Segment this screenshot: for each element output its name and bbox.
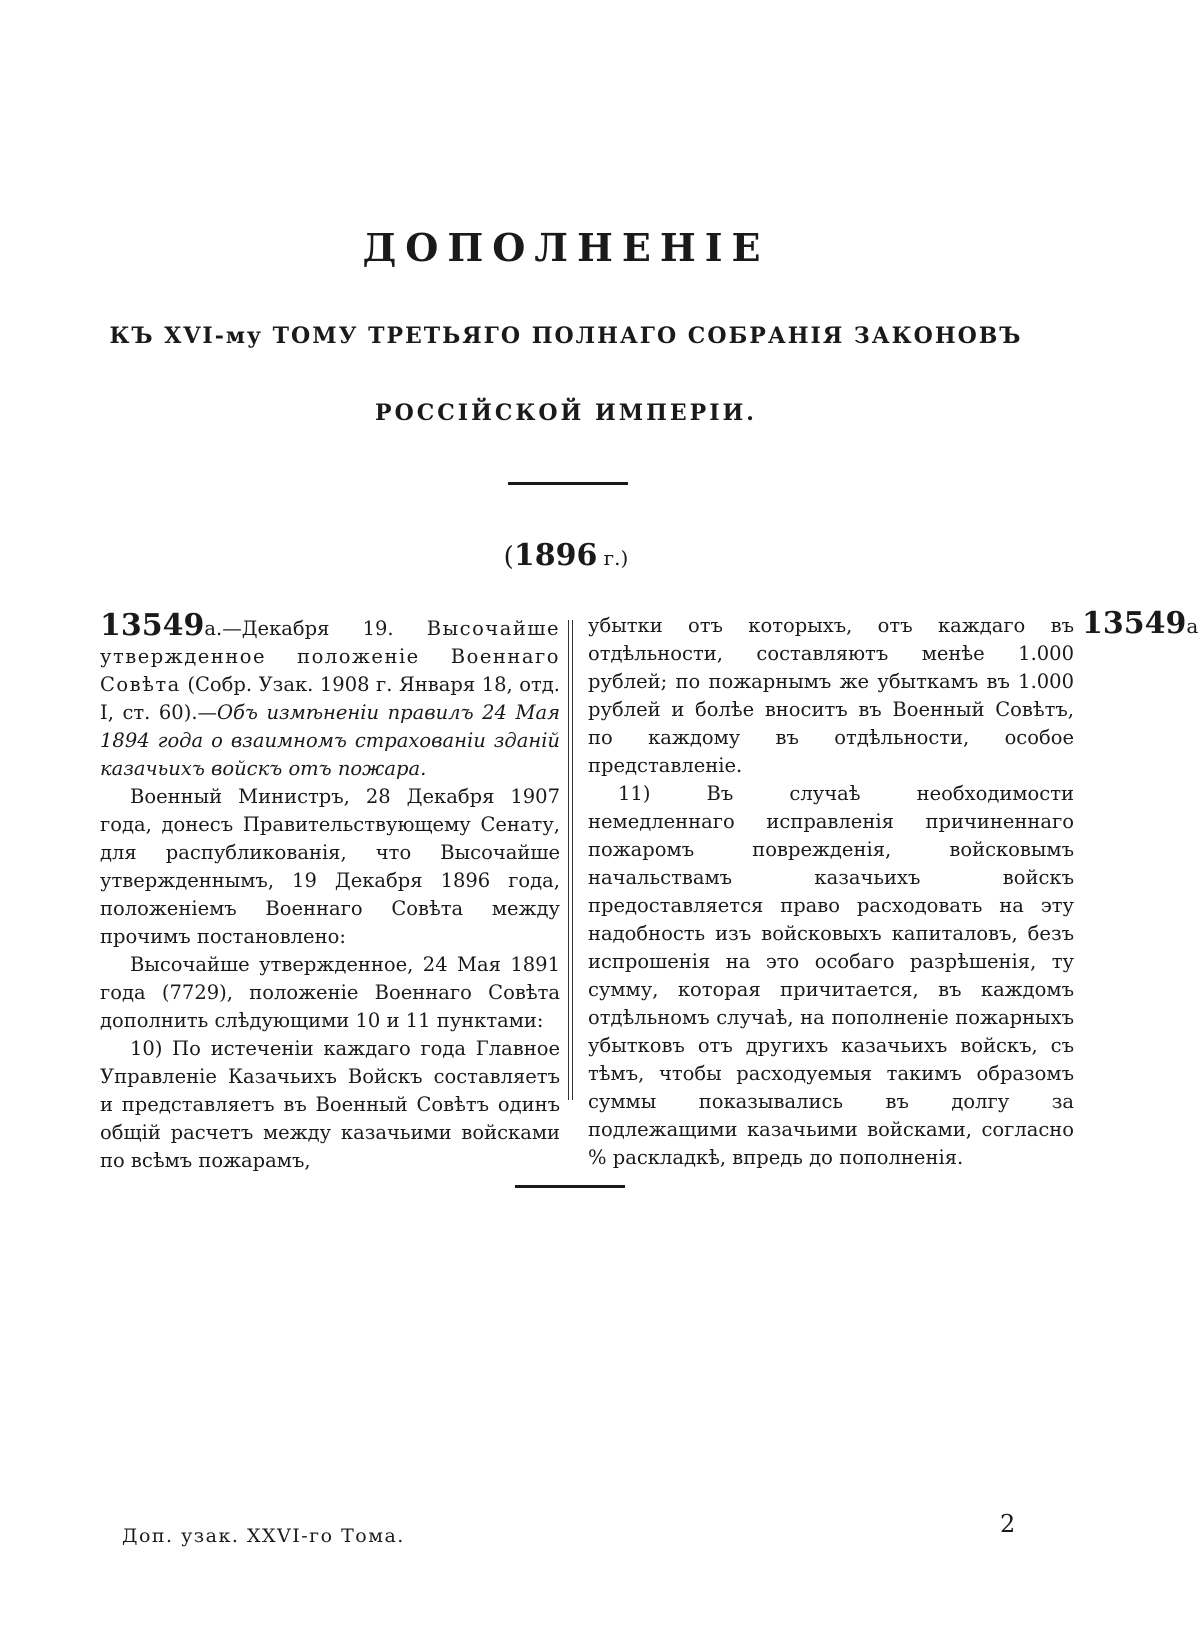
article-intro xyxy=(100,608,561,783)
left-column xyxy=(100,608,561,1175)
bottom-divider-rule xyxy=(515,1185,625,1188)
column-divider-left-line xyxy=(568,620,569,1100)
paragraph-point-11: 11) Въ случаѣ необходимости немедленнаго исправленія причиненнаго пожаромъ поврежденія, войсковымъ начальствамъ казачьихъ войскъ предоставляется право расходовать на эту надобность изъ войсковыхъ капиталовъ, безъ испрошенія на это особаго разрѣшенія, ту сумму, которая причитается, въ каждомъ отдѣльномъ случаѣ, на пополненіе пожарныхъ убытковъ отъ другихъ казачьихъ войскъ, съ тѣмъ, чтобы расходуемыя такимъ образомъ суммы показывались въ долгу за подлежащими казачьими войсками, согласно % раскладкѣ, впредь до пополненія. xyxy=(588,782,1074,1169)
right-column xyxy=(588,612,1074,1172)
year-suffix: г.) xyxy=(597,546,629,570)
paragraph-minister: Военный Министръ, 28 Декабря 1907 года, донесъ Правительствующему Сенату, для распубликованія, что Высочайше утвержденнымъ, 19 Декабря 1896 года, положеніемъ Военнаго Совѣта между прочимъ постановлено: xyxy=(100,785,560,948)
article-date: —Декабря 19. xyxy=(222,617,427,640)
year-open-paren: ( xyxy=(503,542,514,572)
article-reference: (Собр. Узак. 1908 г. Января 18, отд. I, ст. 60).— xyxy=(100,673,560,724)
article-number-suffix: а. xyxy=(204,617,223,640)
document-title: ДОПОЛНЕНІЕ xyxy=(362,225,770,270)
paragraph-point-10-continued: убытки отъ которыхъ, отъ каждаго въ отдѣльности, составляютъ менѣе 1.000 рублей; по пожарнымъ же убыткамъ въ 1.000 рублей и болѣе вноситъ въ Военный Совѣтъ, по каждому въ отдѣльности, особое представленіе. xyxy=(588,614,1074,777)
document-subtitle-line1: КЪ XVI-му ТОМУ ТРЕТЬЯГО ПОЛНАГО СОБРАНІЯ ЗАКОНОВЪ xyxy=(109,323,1023,349)
top-divider-rule xyxy=(508,482,628,485)
year-value: 1896 xyxy=(513,538,598,573)
footer-signature: Доп. узак. XXVI-го Тома. xyxy=(122,1525,405,1547)
margin-article-number xyxy=(1082,606,1198,641)
margin-number-suffix: а xyxy=(1186,614,1199,638)
document-subtitle-line2: РОССІЙСКОЙ ИМПЕРІИ. xyxy=(375,400,757,426)
article-decree-title: Высочайше утвержденное положеніе Военнаго Совѣта xyxy=(100,617,560,696)
paragraph-supplement: Высочайше утвержденное, 24 Мая 1891 года (7729), положеніе Военнаго Совѣта дополнить слѣдующими 10 и 11 пунктами: xyxy=(100,953,560,1032)
column-divider-right-line xyxy=(572,620,573,1100)
margin-number-value: 13549 xyxy=(1082,606,1187,641)
article-number: 13549 xyxy=(100,608,205,643)
paragraph-point-10: 10) По истеченіи каждаго года Главное Управленіе Казачьихъ Войскъ составляетъ и представляетъ въ Военный Совѣтъ одинъ общій расчетъ между казачьими войсками по всѣмъ пожарамъ, xyxy=(100,1037,560,1172)
year-heading xyxy=(0,538,1132,573)
article-subject: Объ измѣненіи правилъ 24 Мая 1894 года о взаимномъ страхованіи зданій казачьихъ войскъ отъ пожара. xyxy=(100,701,561,780)
footer-page-mark: 2 xyxy=(1000,1510,1016,1538)
